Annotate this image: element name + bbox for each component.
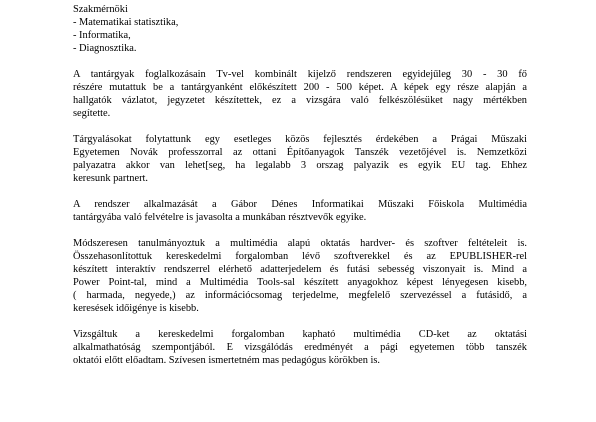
paragraph-line: ( harmada, negyede,) az információcsomag terjedelme, megfelelő szervezéssel a futásidő, a (73, 290, 527, 301)
paragraph-lectures (73, 68, 527, 120)
paragraph-line: Vizsgáltuk a kereskedelmi forgalomban kapható multimédia CD-ket az oktatási (73, 329, 527, 340)
paragraph-line: Power Point-tal, mind a Multimédia Tools-sal készített anyagokhoz képest lényegesen kisebb, (73, 277, 527, 288)
heading-item: - Diagnosztika. (73, 43, 137, 54)
paragraph-line: Egyetemen Novák professzorral az ottani Építőanyagok Tanszék vezetőjével is. Nemzetközi (73, 147, 527, 158)
heading-title: Szakmérnöki (73, 4, 128, 15)
paragraph-line: A rendszer alkalmazását a Gábor Dénes Informatikai Műszaki Főiskola Multimédia (73, 199, 527, 210)
document-page (73, 3, 527, 380)
paragraph-line: palyazatra akkor van lehet[seg, ha legalabb 3 orszag palyazik es egyik EU tag. Ehhez (73, 160, 527, 171)
heading-item: - Matematikai statisztika, (73, 17, 179, 28)
heading-item: - Informatika, (73, 30, 131, 41)
paragraph-cd-review (73, 328, 527, 367)
paragraph-line: A tantárgyak foglalkozásain Tv-vel kombinált kijelző rendszeren egyidejűleg 30 - 30 fő (73, 69, 527, 80)
paragraph-line: Összehasonlítottuk kereskedelmi forgalomban lévő szoftverekkel és az EPUBLISHER-rel (73, 251, 527, 262)
paragraph-line: részére mutattuk be a tantárgyanként előkészített 200 - 500 képet. A képek egy része alapján a (73, 82, 527, 93)
paragraph-line: oktatói előtt előadtam. Szívesen ismertetném mas pedagógus körökben is. (73, 355, 381, 366)
paragraph-line: alkalmathatóság szempontjából. E vizsgálódás eredményét a pági egyetemen több tanszék (73, 342, 527, 353)
paragraph-line: Módszeresen tanulmányoztuk a multimédia alapú oktatás hardver- és szoftver feltételeit is. (73, 238, 527, 249)
paragraph-line: hallgatók vázlatot, jegyzetet készítettek, ez a vizsgára való felkészölésüket nagy mértékben (73, 95, 527, 106)
paragraph-negotiations (73, 133, 527, 185)
paragraph-line: tantárgyába való felvételre is javasolta a munkában résztvevők egyike. (73, 212, 367, 223)
paragraph-line: készített interaktív rendszerrel elérhető adatterjedelem és futási sebesség viszonyait is. Mind a (73, 264, 527, 275)
paragraph-application (73, 198, 527, 224)
paragraph-line: keresések időigénye is kisebb. (73, 303, 199, 314)
paragraph-study (73, 237, 527, 315)
paragraph-line: keresunk partnert. (73, 173, 149, 184)
heading-block (73, 3, 527, 55)
paragraph-line: segítette. (73, 108, 111, 119)
paragraph-line: Tárgyalásokat folytattunk egy esetleges közös fejlesztés érdekében a Prágai Műszaki (73, 134, 527, 145)
